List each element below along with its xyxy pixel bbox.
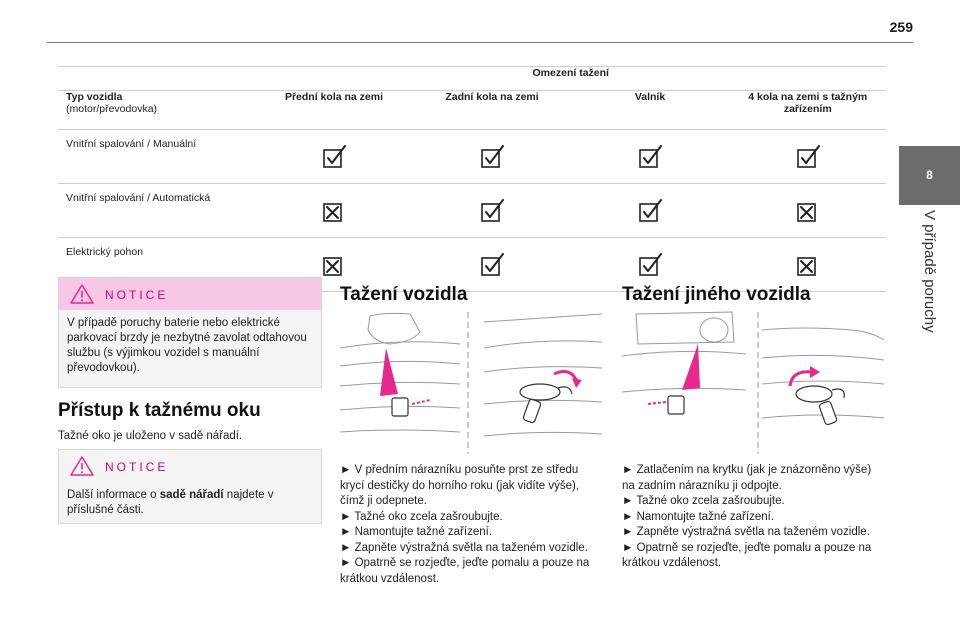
vehicle-type-label: Typ vozidla xyxy=(66,91,123,103)
mark-cell xyxy=(413,184,571,238)
mark-cell xyxy=(729,184,886,238)
mark-cell xyxy=(571,130,729,184)
group-header: Omezení tažení xyxy=(255,67,886,91)
step-text: ► Tažné oko zcela zašroubujte. xyxy=(622,495,785,507)
notice-text: V případě poruchy baterie nebo elektrické parkovací brzdy je nezbytné zavolat odtahovou službu (s výjimkou vozidel s manuální převodovkou). xyxy=(67,317,307,374)
rear-tow-eye-diagram xyxy=(622,308,884,456)
header-rule xyxy=(47,42,913,43)
notice-label: NOTICE xyxy=(105,288,169,302)
mark-cell xyxy=(255,130,413,184)
section-title: Tažení jiného vozidla xyxy=(622,284,811,305)
row-label: Vnitřní spalování / Manuální xyxy=(58,130,255,184)
step-text: ► Namontujte tažné zařízení. xyxy=(340,526,493,538)
checkbox-checked-icon xyxy=(637,199,663,223)
checkbox-crossed-icon xyxy=(321,253,347,277)
mark-cell xyxy=(255,184,413,238)
step-text: ► Namontujte tažné zařízení. xyxy=(622,510,775,523)
notice-box xyxy=(58,277,322,388)
rear-bumper-illustration xyxy=(622,308,884,456)
notice-text-part: najdete v příslušné části. xyxy=(67,489,274,516)
vehicle-type-header xyxy=(58,91,255,130)
chapter-title xyxy=(898,210,960,340)
notice-text-part: Další informace o xyxy=(67,489,160,501)
step-text: ► Opatrně se rozjeďte, jeďte pomalu a pouze na krátkou vzdálenost. xyxy=(622,541,872,569)
notice-label: NOTICE xyxy=(105,460,169,474)
mark-cell xyxy=(413,130,571,184)
section-steps xyxy=(622,463,884,572)
warning-triangle-icon xyxy=(69,455,95,477)
step-text: ► Opatrně se rozjeďte, jeďte pomalu a pouze na krátkou vzdálenost. xyxy=(340,557,590,585)
checkbox-checked-icon xyxy=(321,145,347,169)
chapter-title-text: V případě poruchy xyxy=(921,210,938,333)
step-text: ► V předním nárazníku posuňte prst ze středu krycí destičky do horního roku (jak vidíte výše), čímž ji odepnete. xyxy=(340,464,580,507)
step-text: ► Zapněte výstražná světla na taženém vozidle. xyxy=(340,541,588,554)
step-text: ► Tažné oko zcela zašroubujte. xyxy=(340,510,503,523)
table-header-row xyxy=(58,91,886,130)
checkbox-checked-icon xyxy=(637,145,663,169)
chapter-number: 8 xyxy=(926,168,933,182)
checkbox-checked-icon xyxy=(637,253,663,277)
row-label: Elektrický pohon xyxy=(58,238,255,292)
notice-text xyxy=(59,482,321,526)
checkbox-crossed-icon xyxy=(795,199,821,223)
checkbox-checked-icon xyxy=(795,145,821,169)
step-text: ► Zatlačením na krytku (jak je znázorněno výše) na zadním nárazníku ji odpojte. xyxy=(622,464,872,492)
section-title: Tažení vozidla xyxy=(340,284,468,305)
front-bumper-illustration xyxy=(340,308,602,456)
section-text: Tažné oko je uloženo v sadě nářadí. xyxy=(58,430,243,442)
notice-header xyxy=(59,278,321,310)
table-corner-cell xyxy=(58,67,255,91)
mark-cell xyxy=(571,184,729,238)
mark-cell xyxy=(729,130,886,184)
checkbox-checked-icon xyxy=(479,145,505,169)
table-row xyxy=(58,184,886,238)
notice-header xyxy=(59,450,321,482)
table-header-group xyxy=(58,67,886,91)
checkbox-checked-icon xyxy=(479,199,505,223)
checkbox-checked-icon xyxy=(479,253,505,277)
front-tow-eye-diagram xyxy=(340,308,602,456)
column-header: Přední kola na zemi xyxy=(255,91,413,130)
section-title: Přístup k tažnému oku xyxy=(58,400,261,421)
page-number: 259 xyxy=(889,19,913,35)
checkbox-crossed-icon xyxy=(321,199,347,223)
warning-triangle-icon xyxy=(69,283,95,305)
table-row xyxy=(58,130,886,184)
column-header: Zadní kola na zemi xyxy=(413,91,571,130)
column-header: Valník xyxy=(571,91,729,130)
vehicle-type-sub: (motor/převodovka) xyxy=(66,103,158,115)
notice-box xyxy=(58,449,322,524)
chapter-tab[interactable] xyxy=(899,146,960,205)
notice-text-bold: sadě nářadí xyxy=(159,489,224,501)
column-header: 4 kola na zemi s tažným zařízením xyxy=(729,91,886,130)
step-text: ► Zapněte výstražná světla na taženém vozidle. xyxy=(622,526,870,538)
section-steps xyxy=(340,463,602,587)
row-label: Vnitřní spalování / Automatická xyxy=(58,184,255,238)
towing-restrictions-table xyxy=(58,66,886,292)
checkbox-crossed-icon xyxy=(795,253,821,277)
